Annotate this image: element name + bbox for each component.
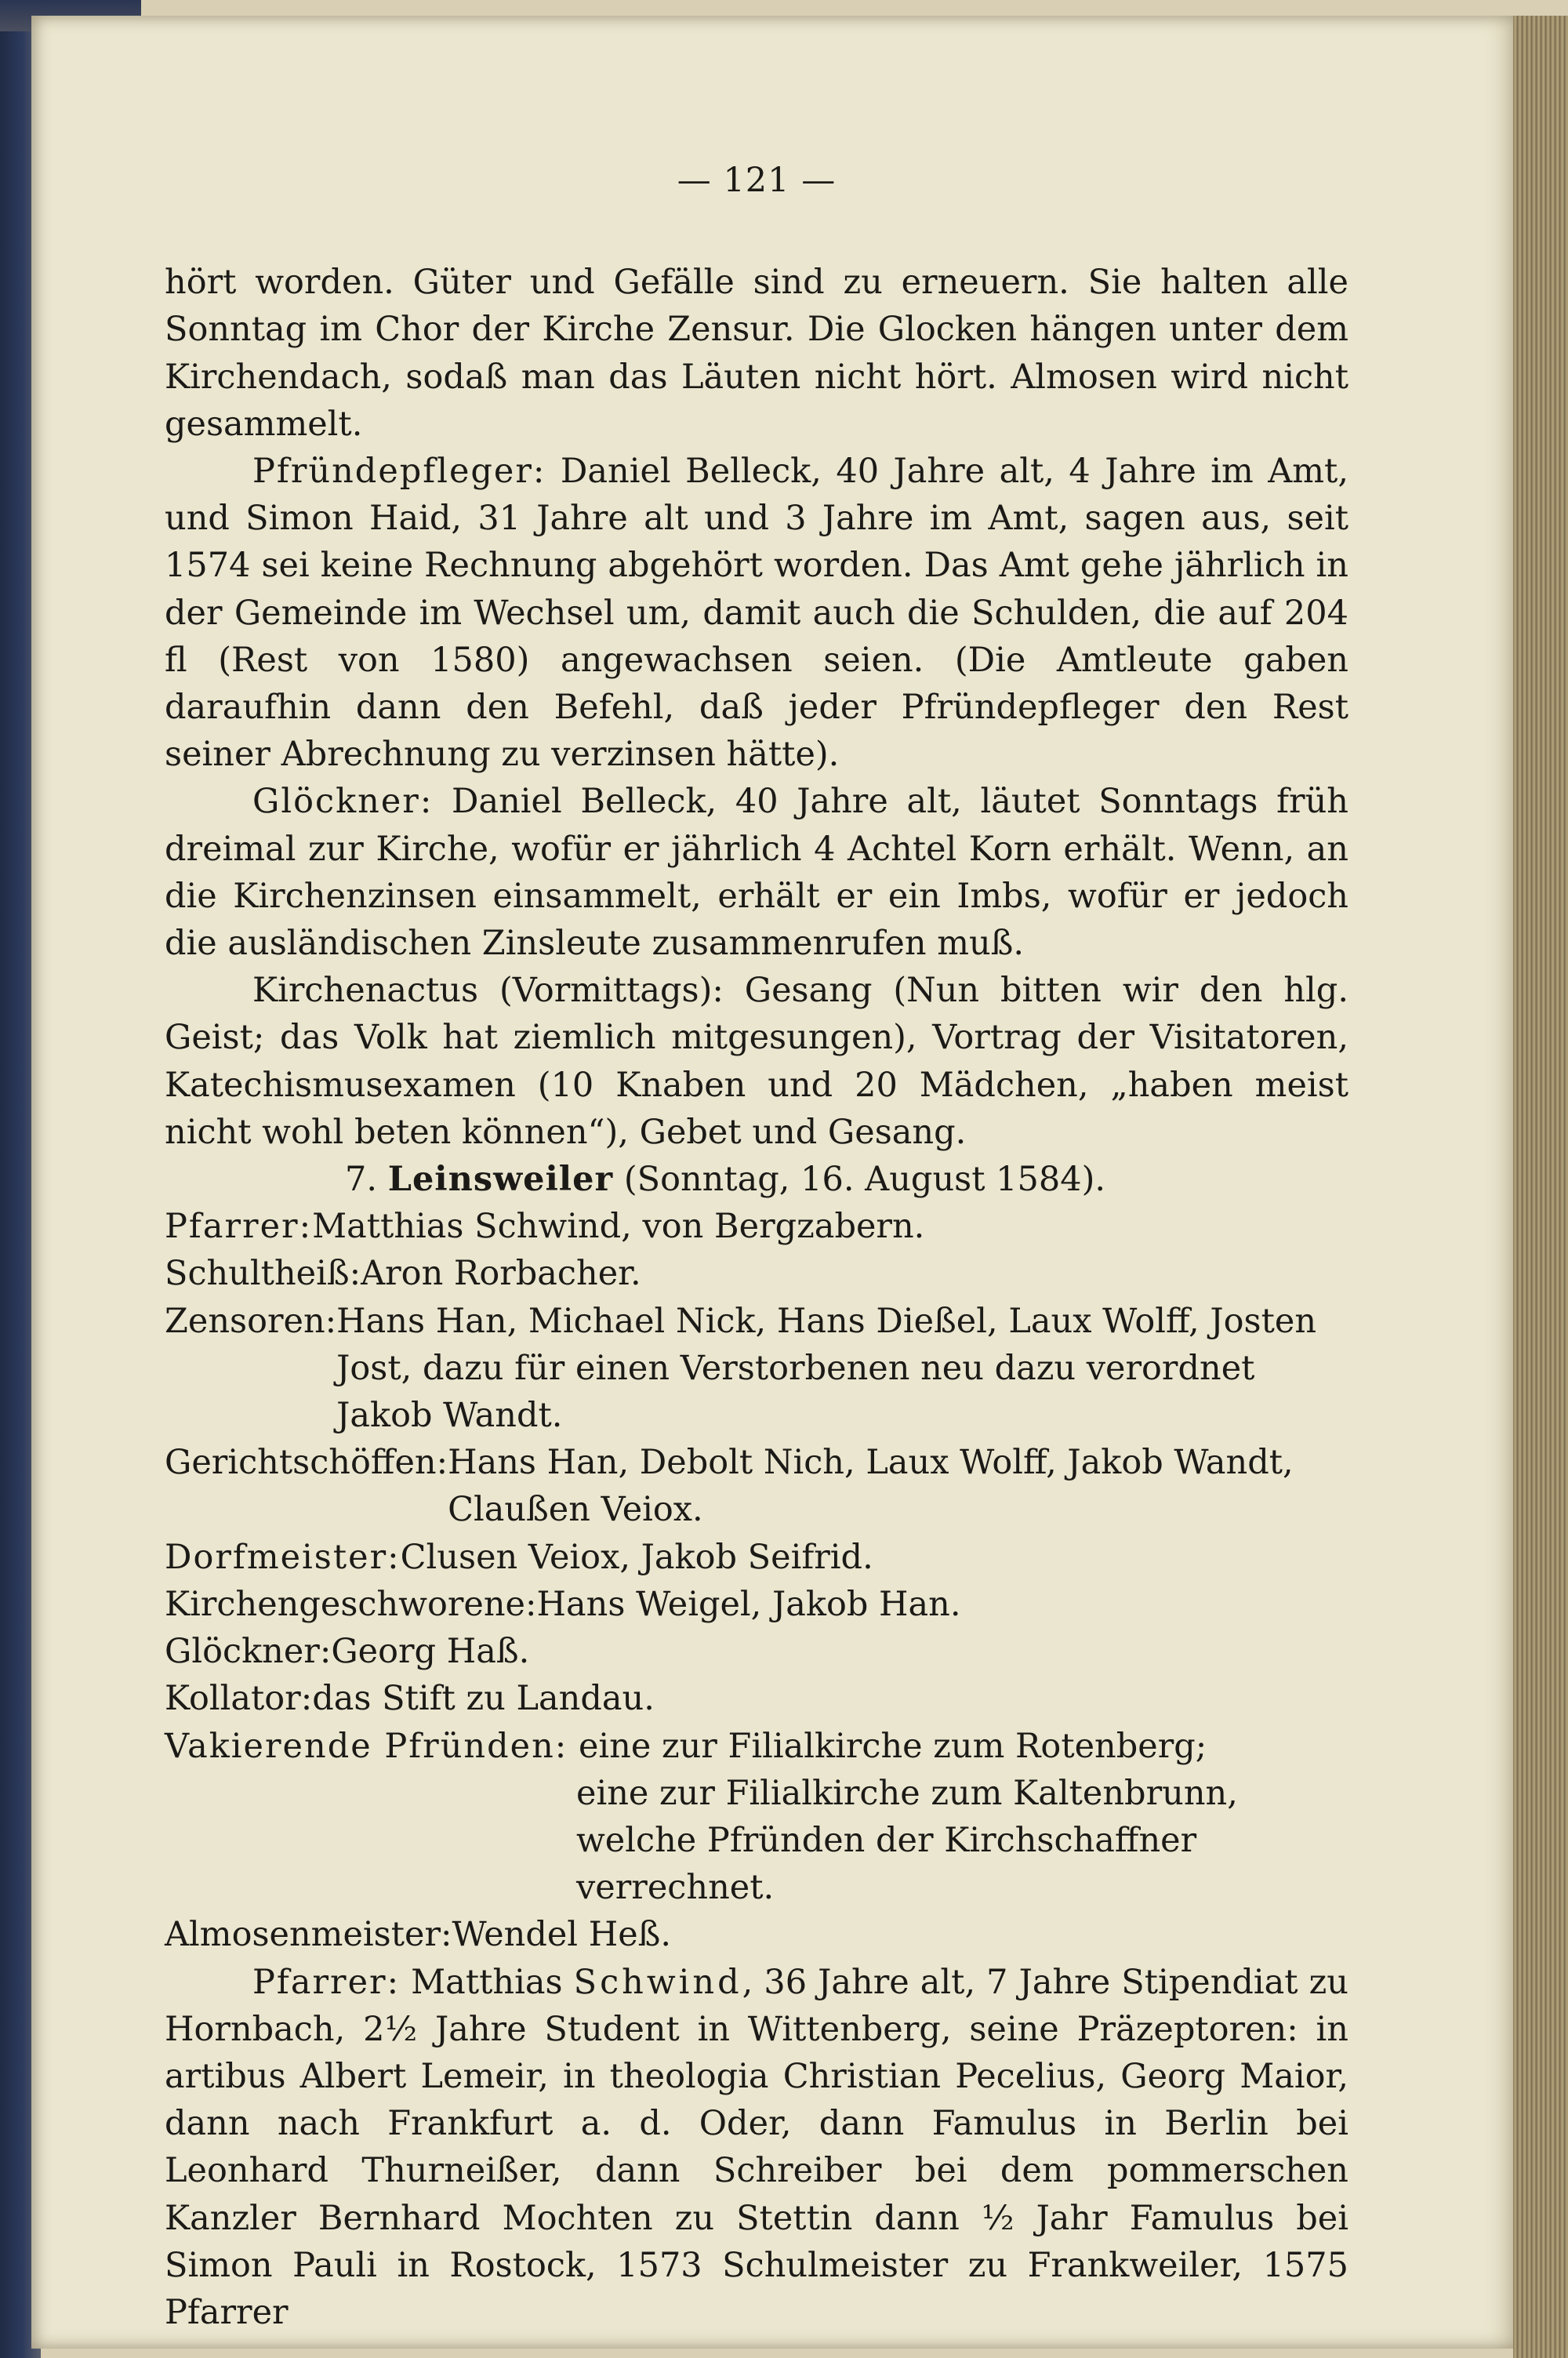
entry-value: Hans Weigel, Jakob Han.	[536, 1584, 961, 1624]
label-gloeckner: Glöckner:	[252, 782, 434, 822]
entry-kirchengeschworene	[165, 1581, 1348, 1628]
entry-almosenmeister	[165, 1911, 1348, 1958]
entry-value: Aron Rorbacher.	[361, 1254, 641, 1294]
entry-value: Hans Han, Michael Nick, Hans Dießel, Laux Wolff, Josten Jost, dazu für einen Verstorbenen neu dazu verordnet Jakob Wandt.	[336, 1301, 1317, 1436]
paragraph-gloeckner	[165, 778, 1348, 967]
entry-value: eine zur Filialkirche zum Rotenberg;	[568, 1726, 1207, 1766]
section-number: 7.	[345, 1160, 388, 1200]
entry-schultheiss	[165, 1250, 1348, 1297]
page-edges	[1513, 16, 1568, 2358]
entry-label: Almosenmeister:	[165, 1915, 452, 1955]
text-gloeckner: Daniel Belleck, 40 Jahre alt, läutet Sonntags früh dreimal zur Kirche, wofür er jährlich 4 Achtel Korn erhält. Wenn, an die Kirchenzinsen einsammelt, erhält er ein Imbs, wofür er jedoch die ausländischen Zinsleute zusammenrufen muß.	[165, 782, 1348, 964]
section-place: Leinsweiler	[387, 1160, 614, 1200]
entry-pfarrer	[165, 1203, 1348, 1250]
entry-label: Vakierende Pfründen:	[165, 1726, 568, 1766]
page-number: — 121 —	[677, 161, 837, 200]
paragraph-pfruendepfleger	[165, 448, 1348, 778]
entry-zensoren	[165, 1298, 1348, 1440]
name-schwind: Schwind	[573, 1962, 742, 2002]
section-heading	[165, 1156, 1348, 1203]
entry-gloeckner	[165, 1628, 1348, 1675]
paragraph-1: hört worden. Güter und Gefälle sind zu erneuern. Sie halten alle Sonntag im Chor der Kirche Zensur. Die Glocken hängen unter dem Kirchendach, sodaß man das Läuten nicht hört. Almosen wird nicht gesammelt.	[165, 263, 1348, 444]
entry-label: Kirchengeschworene:	[165, 1584, 537, 1624]
entry-label: Kollator:	[165, 1679, 313, 1719]
entry-label: Pfarrer:	[165, 1207, 313, 1247]
entry-value: das Stift zu Landau.	[312, 1679, 655, 1719]
entry-label: Zensoren:	[165, 1301, 337, 1341]
entry-label: Dorfmeister:	[165, 1537, 401, 1577]
section-detail: (Sonntag, 16. August 1584).	[613, 1160, 1106, 1200]
text-pfruendepfleger: Daniel Belleck, 40 Jahre alt, 4 Jahre im Amt, und Simon Haid, 31 Jahre alt und 3 Jahre im Amt, sagen aus, seit 1574 sei keine Rechnung abgehört worden. Das Amt gehe jährlich in der Gemeinde im Wechsel um, damit auch die Schulden, die auf 204 fl (Rest von 1580) angewachsen seien. (Die Amtleute gaben daraufhin dann den Befehl, daß jeder Pfründepfleger den Rest seiner Abrechnung zu verzinsen hätte).	[165, 452, 1348, 775]
entry-value-continued: eine zur Filialkirche zum Kaltenbrunn, welche Pfründen der Kirchschaffner verrechnet.	[576, 1773, 1238, 1908]
paragraph-pfarrer-bio	[165, 1959, 1348, 2337]
entry-value: Wendel Heß.	[452, 1915, 672, 1955]
entry-kollator	[165, 1675, 1348, 1722]
text-pfarrer-pre: Matthias	[400, 1962, 574, 2002]
label-pfruendepfleger: Pfründepfleger:	[252, 452, 546, 492]
entry-value: Hans Han, Debolt Nich, Laux Wolff, Jakob Wandt, Claußen Veiox.	[448, 1443, 1294, 1530]
entry-label: Gerichtschöffen:	[165, 1443, 448, 1483]
entry-value: Clusen Veiox, Jakob Seifrid.	[400, 1537, 873, 1577]
entry-label: Glöckner:	[165, 1632, 332, 1672]
page-text	[165, 157, 1348, 2336]
entry-dorfmeister	[165, 1534, 1348, 1581]
paragraph-kirchenactus: Kirchenactus (Vormittags): Gesang (Nun bitten wir den hlg. Geist; das Volk hat ziemlich mitgesungen), Vortrag der Visitatoren, Katechismusexamen (10 Knaben und 20 Mädchen, „haben meist nicht wohl beten können“), Gebet und Gesang.	[165, 971, 1348, 1152]
entry-label: Schultheiß:	[165, 1254, 361, 1294]
entry-vakierende-pfruenden	[165, 1723, 1348, 1912]
text-pfarrer-bio: , 36 Jahre alt, 7 Jahre Stipendiat zu Hornbach, 2½ Jahre Student in Wittenberg, seine Präzeptoren: in artibus Albert Lemeir, in theologia Christian Pecelius, Georg Maior, dann nach Frankfurt a. d. Oder, dann Famulus in Berlin bei Leonhard Thurneißer, dann Schreiber bei dem pommerschen Kanzler Bernhard Mochten zu Stettin dann ½ Jahr Famulus bei Simon Pauli in Rostock, 1573 Schulmeister zu Frankweiler, 1575 Pfarrer	[165, 1962, 1348, 2332]
entry-gerichtschoeffen	[165, 1439, 1348, 1533]
label-pfarrer: Pfarrer:	[252, 1962, 401, 2002]
entry-value: Georg Haß.	[331, 1632, 530, 1672]
entry-value: Matthias Schwind, von Bergzabern.	[312, 1207, 925, 1247]
